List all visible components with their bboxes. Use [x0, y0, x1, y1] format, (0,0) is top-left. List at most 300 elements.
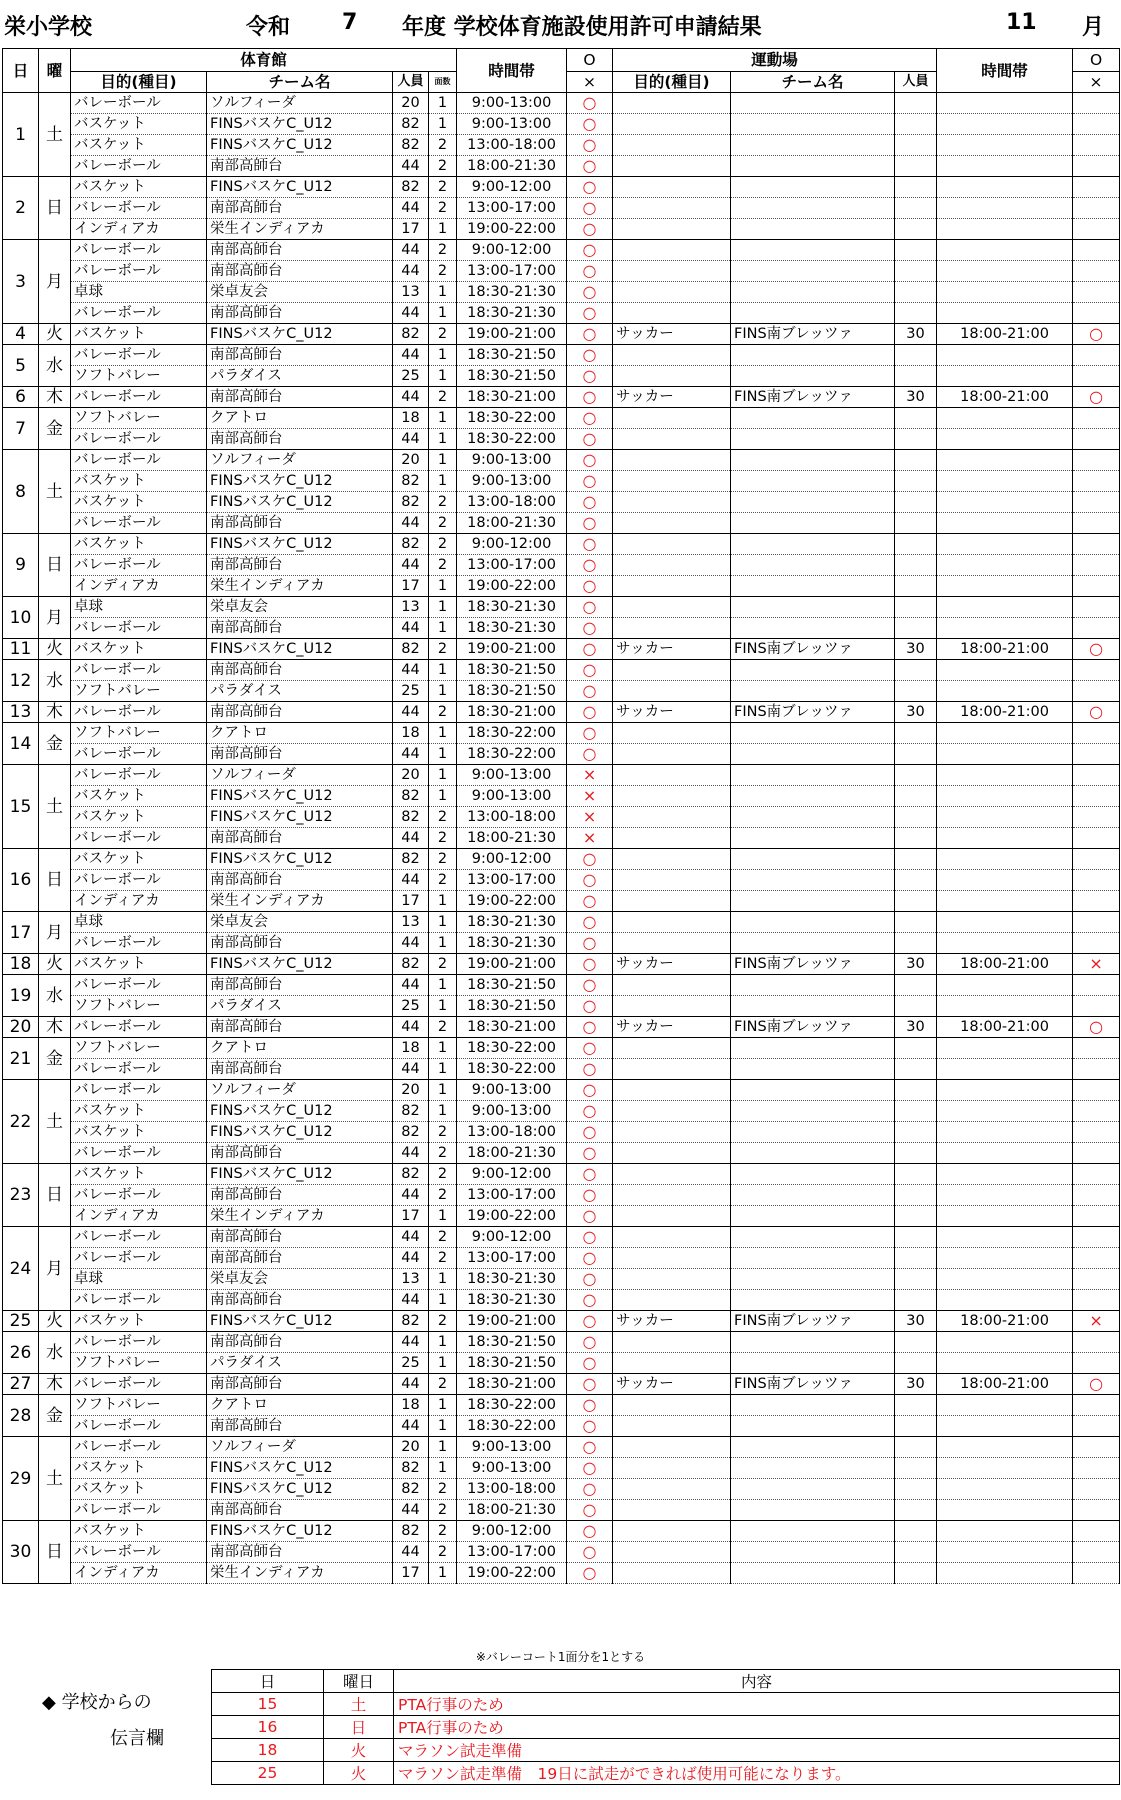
field-time [937, 1164, 1073, 1185]
field-purpose [613, 996, 731, 1017]
field-people: 30 [895, 1017, 937, 1038]
field-purpose [613, 1500, 731, 1521]
gym-people: 82 [393, 1521, 429, 1542]
gym-people: 44 [393, 240, 429, 261]
gym-team: 南部高師台 [207, 1185, 393, 1206]
field-time [937, 1206, 1073, 1227]
gym-result: × [567, 786, 613, 807]
gym-people: 13 [393, 282, 429, 303]
schedule-row [3, 450, 1120, 471]
gym-purpose: バレーボール [71, 975, 207, 996]
field-result: ○ [1073, 387, 1120, 408]
gym-result: ○ [567, 1269, 613, 1290]
gym-time: 13:00-17:00 [457, 1542, 567, 1563]
field-result [1073, 1332, 1120, 1353]
document-header [0, 0, 1121, 46]
day-weekday: 火 [39, 1311, 71, 1332]
gym-people: 13 [393, 912, 429, 933]
gym-time: 18:30-22:00 [457, 1059, 567, 1080]
field-people [895, 1353, 937, 1374]
month-number: 11 [1006, 10, 1037, 35]
gym-people: 20 [393, 450, 429, 471]
field-people: 30 [895, 954, 937, 975]
gym-time: 18:30-21:00 [457, 387, 567, 408]
gym-team: クアトロ [207, 1038, 393, 1059]
message-col-content: 内容 [394, 1670, 1120, 1693]
gym-purpose: バレーボール [71, 1017, 207, 1038]
field-result [1073, 156, 1120, 177]
gym-team: クアトロ [207, 1395, 393, 1416]
gym-purpose: バスケット [71, 807, 207, 828]
field-purpose: サッカー [613, 639, 731, 660]
gym-time: 19:00-21:00 [457, 324, 567, 345]
field-people [895, 177, 937, 198]
field-team [731, 282, 895, 303]
gym-time: 9:00-13:00 [457, 93, 567, 114]
gym-time: 18:30-21:50 [457, 345, 567, 366]
gym-people: 82 [393, 849, 429, 870]
gym-purpose: 卓球 [71, 912, 207, 933]
gym-people: 82 [393, 807, 429, 828]
gym-courts: 1 [429, 786, 457, 807]
field-purpose: サッカー [613, 1374, 731, 1395]
gym-time: 18:30-21:30 [457, 597, 567, 618]
schedule-row [3, 240, 1120, 261]
field-team [731, 912, 895, 933]
gym-purpose: バレーボール [71, 618, 207, 639]
field-team [731, 1290, 895, 1311]
field-purpose [613, 366, 731, 387]
gym-result: ○ [567, 198, 613, 219]
field-purpose [613, 933, 731, 954]
field-team: FINS南ブレッツァ [731, 1311, 895, 1332]
field-people [895, 576, 937, 597]
gym-courts: 1 [429, 1059, 457, 1080]
schedule-row [3, 198, 1120, 219]
field-purpose [613, 1395, 731, 1416]
field-team: FINS南ブレッツァ [731, 954, 895, 975]
gym-result: ○ [567, 996, 613, 1017]
field-purpose [613, 1458, 731, 1479]
gym-courts: 1 [429, 975, 457, 996]
field-purpose [613, 114, 731, 135]
gym-time: 18:30-21:50 [457, 1332, 567, 1353]
field-time [937, 1269, 1073, 1290]
gym-courts: 1 [429, 408, 457, 429]
gym-result: ○ [567, 681, 613, 702]
day-weekday: 水 [39, 660, 71, 702]
field-time [937, 1416, 1073, 1437]
gym-time: 18:30-21:00 [457, 1374, 567, 1395]
field-people [895, 975, 937, 996]
field-purpose [613, 576, 731, 597]
gym-team: ソルフィーダ [207, 1080, 393, 1101]
day-weekday: 月 [39, 240, 71, 324]
field-people [895, 786, 937, 807]
gym-result: ○ [567, 1458, 613, 1479]
gym-team: 南部高師台 [207, 1542, 393, 1563]
gym-courts: 2 [429, 135, 457, 156]
field-people [895, 1458, 937, 1479]
gym-team: 南部高師台 [207, 828, 393, 849]
gym-time: 19:00-21:00 [457, 639, 567, 660]
message-content: マラソン試走準備 19日に試走ができれば使用可能になります。 [394, 1762, 1120, 1785]
message-row [212, 1716, 1120, 1739]
field-time [937, 366, 1073, 387]
gym-purpose: バレーボール [71, 198, 207, 219]
message-weekday: 火 [324, 1739, 394, 1762]
gym-purpose: バレーボール [71, 1290, 207, 1311]
field-team [731, 786, 895, 807]
field-result [1073, 1185, 1120, 1206]
field-team [731, 513, 895, 534]
gym-courts: 2 [429, 1542, 457, 1563]
gym-team: 南部高師台 [207, 429, 393, 450]
gym-courts: 2 [429, 198, 457, 219]
gym-people: 17 [393, 891, 429, 912]
gym-people: 44 [393, 345, 429, 366]
col-gym-people: 人員 [393, 72, 429, 93]
gym-people: 18 [393, 723, 429, 744]
field-team: FINS南ブレッツァ [731, 702, 895, 723]
field-result [1073, 1395, 1120, 1416]
day-number: 11 [3, 639, 39, 660]
field-team [731, 555, 895, 576]
day-number: 26 [3, 1332, 39, 1374]
schedule-row [3, 975, 1120, 996]
field-time [937, 261, 1073, 282]
col-field-team: チーム名 [731, 72, 895, 93]
field-result [1073, 198, 1120, 219]
field-team [731, 408, 895, 429]
gym-purpose: バスケット [71, 1164, 207, 1185]
schedule-row [3, 1059, 1120, 1080]
gym-time: 13:00-18:00 [457, 492, 567, 513]
message-weekday: 火 [324, 1762, 394, 1785]
gym-courts: 1 [429, 912, 457, 933]
gym-team: FINSバスケC_U12 [207, 1458, 393, 1479]
field-purpose [613, 912, 731, 933]
field-people [895, 1563, 937, 1584]
schedule-row [3, 1269, 1120, 1290]
gym-time: 18:00-21:30 [457, 513, 567, 534]
col-field-ng: × [1073, 72, 1120, 93]
gym-result: ○ [567, 1332, 613, 1353]
gym-courts: 1 [429, 1353, 457, 1374]
gym-courts: 2 [429, 849, 457, 870]
gym-purpose: バレーボール [71, 744, 207, 765]
message-label-2: 伝言欄 [110, 1728, 164, 1749]
day-number: 8 [3, 450, 39, 534]
field-result: ○ [1073, 324, 1120, 345]
field-purpose [613, 261, 731, 282]
field-purpose [613, 135, 731, 156]
gym-courts: 1 [429, 219, 457, 240]
field-team [731, 1080, 895, 1101]
field-purpose [613, 744, 731, 765]
gym-team: FINSバスケC_U12 [207, 492, 393, 513]
gym-people: 44 [393, 513, 429, 534]
field-time [937, 1395, 1073, 1416]
schedule-row [3, 1143, 1120, 1164]
field-result [1073, 93, 1120, 114]
gym-purpose: バレーボール [71, 1416, 207, 1437]
field-result: × [1073, 1311, 1120, 1332]
field-result [1073, 1080, 1120, 1101]
schedule-row [3, 492, 1120, 513]
gym-result: ○ [567, 660, 613, 681]
field-purpose [613, 492, 731, 513]
schedule-row [3, 1353, 1120, 1374]
field-people [895, 156, 937, 177]
day-number: 10 [3, 597, 39, 639]
gym-people: 17 [393, 219, 429, 240]
field-people [895, 534, 937, 555]
gym-people: 44 [393, 1143, 429, 1164]
gym-result: ○ [567, 1164, 613, 1185]
gym-time: 18:30-21:50 [457, 660, 567, 681]
gym-team: FINSバスケC_U12 [207, 1311, 393, 1332]
gym-courts: 1 [429, 723, 457, 744]
gym-people: 44 [393, 387, 429, 408]
field-team [731, 1059, 895, 1080]
schedule-row [3, 1311, 1120, 1332]
gym-team: クアトロ [207, 723, 393, 744]
gym-result: ○ [567, 156, 613, 177]
schedule-row [3, 723, 1120, 744]
field-team [731, 1542, 895, 1563]
gym-result: ○ [567, 555, 613, 576]
field-team [731, 471, 895, 492]
gym-courts: 1 [429, 744, 457, 765]
gym-team: 栄生インディアカ [207, 1206, 393, 1227]
col-gym-team: チーム名 [207, 72, 393, 93]
gym-team: パラダイス [207, 996, 393, 1017]
gym-courts: 1 [429, 450, 457, 471]
gym-people: 20 [393, 93, 429, 114]
schedule-table [2, 48, 1120, 1584]
schedule-row [3, 828, 1120, 849]
field-result [1073, 177, 1120, 198]
field-people [895, 849, 937, 870]
field-people: 30 [895, 639, 937, 660]
schedule-row [3, 1479, 1120, 1500]
field-team [731, 870, 895, 891]
gym-people: 82 [393, 1101, 429, 1122]
gym-courts: 2 [429, 807, 457, 828]
schedule-row [3, 1332, 1120, 1353]
field-time [937, 1038, 1073, 1059]
gym-result: ○ [567, 114, 613, 135]
schedule-row [3, 1206, 1120, 1227]
field-people [895, 744, 937, 765]
gym-team: FINSバスケC_U12 [207, 807, 393, 828]
field-time [937, 93, 1073, 114]
field-team [731, 1416, 895, 1437]
field-result [1073, 1227, 1120, 1248]
gym-people: 25 [393, 366, 429, 387]
gym-purpose: バレーボール [71, 1374, 207, 1395]
field-time [937, 618, 1073, 639]
message-weekday: 日 [324, 1716, 394, 1739]
gym-people: 44 [393, 555, 429, 576]
field-team [731, 135, 895, 156]
gym-result: ○ [567, 723, 613, 744]
field-team [731, 240, 895, 261]
day-weekday: 日 [39, 1521, 71, 1584]
field-people [895, 1332, 937, 1353]
gym-team: 栄生インディアカ [207, 1563, 393, 1584]
field-result [1073, 996, 1120, 1017]
field-result [1073, 261, 1120, 282]
gym-courts: 1 [429, 366, 457, 387]
field-team [731, 156, 895, 177]
gym-result: ○ [567, 408, 613, 429]
field-team [731, 1332, 895, 1353]
field-people [895, 765, 937, 786]
gym-time: 18:00-21:30 [457, 1143, 567, 1164]
gym-team: 栄卓友会 [207, 1269, 393, 1290]
day-weekday: 土 [39, 450, 71, 534]
field-time [937, 870, 1073, 891]
gym-time: 18:30-22:00 [457, 723, 567, 744]
field-result [1073, 366, 1120, 387]
gym-people: 82 [393, 177, 429, 198]
gym-result: ○ [567, 618, 613, 639]
gym-purpose: バスケット [71, 786, 207, 807]
gym-purpose: ソフトバレー [71, 996, 207, 1017]
gym-time: 9:00-12:00 [457, 240, 567, 261]
gym-purpose: バレーボール [71, 765, 207, 786]
day-number: 14 [3, 723, 39, 765]
gym-courts: 1 [429, 345, 457, 366]
schedule-row [3, 1374, 1120, 1395]
gym-team: FINSバスケC_U12 [207, 135, 393, 156]
field-time [937, 450, 1073, 471]
field-result [1073, 1437, 1120, 1458]
day-weekday: 水 [39, 975, 71, 1017]
gym-courts: 1 [429, 1437, 457, 1458]
field-result [1073, 786, 1120, 807]
field-purpose [613, 1038, 731, 1059]
schedule-row [3, 996, 1120, 1017]
schedule-row [3, 408, 1120, 429]
gym-purpose: 卓球 [71, 1269, 207, 1290]
schedule-row [3, 1080, 1120, 1101]
schedule-row [3, 849, 1120, 870]
field-time [937, 240, 1073, 261]
day-number: 17 [3, 912, 39, 954]
field-team [731, 534, 895, 555]
col-gym-ng: × [567, 72, 613, 93]
field-team [731, 450, 895, 471]
field-time: 18:00-21:00 [937, 1311, 1073, 1332]
gym-people: 20 [393, 1080, 429, 1101]
gym-purpose: バレーボール [71, 429, 207, 450]
gym-time: 13:00-17:00 [457, 1248, 567, 1269]
court-note: ※バレーコート1面分を1とする [475, 1650, 646, 1664]
gym-purpose: インディアカ [71, 219, 207, 240]
field-time [937, 1521, 1073, 1542]
gym-result: ○ [567, 1416, 613, 1437]
gym-result: ○ [567, 1290, 613, 1311]
field-team [731, 597, 895, 618]
field-people [895, 471, 937, 492]
day-weekday: 火 [39, 954, 71, 975]
gym-courts: 2 [429, 555, 457, 576]
gym-team: FINSバスケC_U12 [207, 1101, 393, 1122]
day-weekday: 土 [39, 93, 71, 177]
gym-people: 82 [393, 492, 429, 513]
gym-purpose: バスケット [71, 1122, 207, 1143]
field-result [1073, 1353, 1120, 1374]
gym-courts: 2 [429, 828, 457, 849]
day-weekday: 土 [39, 765, 71, 849]
field-result [1073, 450, 1120, 471]
gym-time: 13:00-17:00 [457, 555, 567, 576]
field-time [937, 1563, 1073, 1584]
field-result [1073, 765, 1120, 786]
gym-result: ○ [567, 1542, 613, 1563]
gym-purpose: バレーボール [71, 156, 207, 177]
gym-time: 9:00-13:00 [457, 471, 567, 492]
gym-purpose: バレーボール [71, 513, 207, 534]
field-purpose [613, 1269, 731, 1290]
field-team [731, 660, 895, 681]
gym-people: 17 [393, 1563, 429, 1584]
gym-result: ○ [567, 1353, 613, 1374]
day-number: 28 [3, 1395, 39, 1437]
field-purpose [613, 870, 731, 891]
gym-result: ○ [567, 954, 613, 975]
gym-courts: 2 [429, 513, 457, 534]
field-time [937, 1185, 1073, 1206]
gym-time: 18:30-22:00 [457, 1038, 567, 1059]
field-team [731, 219, 895, 240]
col-field: 運動場 [613, 49, 937, 72]
gym-result: ○ [567, 849, 613, 870]
gym-team: FINSバスケC_U12 [207, 1122, 393, 1143]
field-time [937, 681, 1073, 702]
gym-team: FINSバスケC_U12 [207, 177, 393, 198]
day-number: 9 [3, 534, 39, 597]
gym-purpose: バスケット [71, 1101, 207, 1122]
gym-result: ○ [567, 744, 613, 765]
schedule-row [3, 807, 1120, 828]
gym-courts: 2 [429, 324, 457, 345]
gym-people: 25 [393, 996, 429, 1017]
field-time [937, 1143, 1073, 1164]
field-people [895, 408, 937, 429]
field-people [895, 1248, 937, 1269]
gym-result: ○ [567, 1500, 613, 1521]
gym-result: ○ [567, 1227, 613, 1248]
field-team [731, 1479, 895, 1500]
field-time [937, 597, 1073, 618]
schedule-row [3, 1416, 1120, 1437]
day-weekday: 水 [39, 345, 71, 387]
gym-time: 9:00-12:00 [457, 1521, 567, 1542]
field-people [895, 1395, 937, 1416]
field-time [937, 723, 1073, 744]
field-people [895, 912, 937, 933]
schedule-row [3, 513, 1120, 534]
schedule-row [3, 345, 1120, 366]
gym-time: 19:00-22:00 [457, 891, 567, 912]
field-result [1073, 345, 1120, 366]
gym-courts: 1 [429, 1038, 457, 1059]
field-result [1073, 912, 1120, 933]
